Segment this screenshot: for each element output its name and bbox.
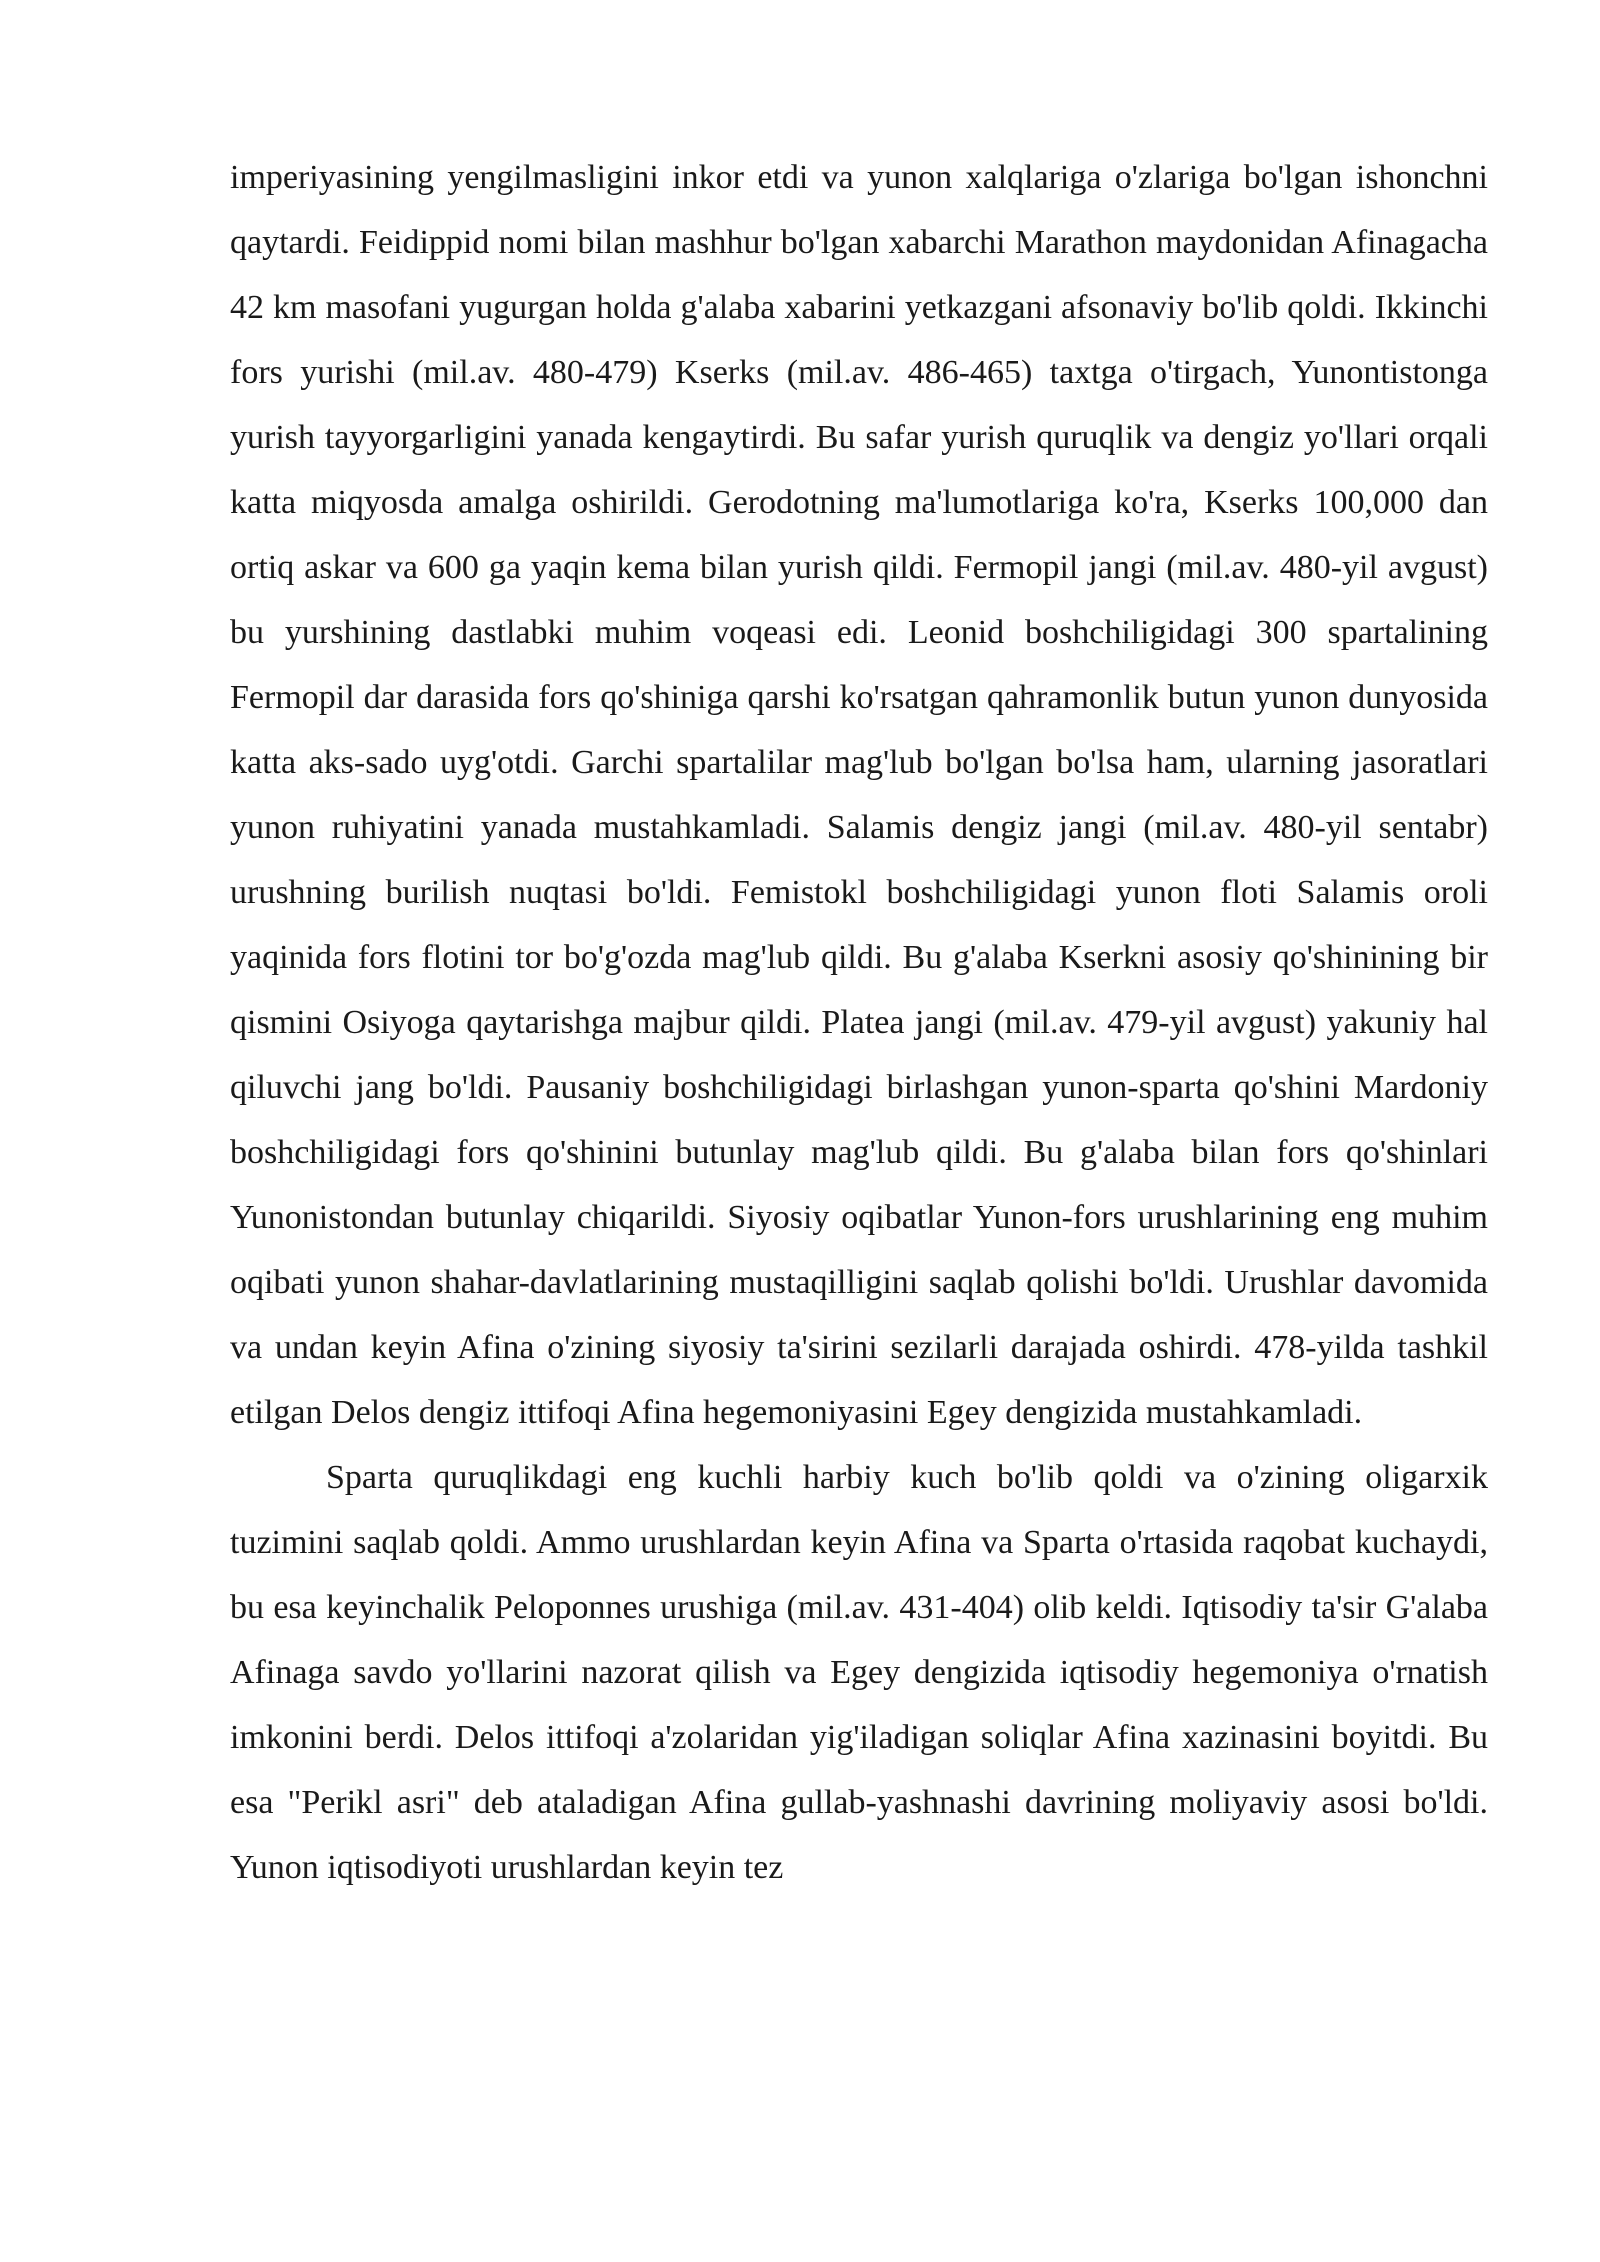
paragraph-continuation: imperiyasining yengilmasligini inkor etdi va yunon xalqlariga o'zlariga bo'lgan ishonchni qaytardi. Feidippid nomi bilan mashhur bo'lgan xabarchi Marathon maydonidan Afinagacha 42 km masofani yugurgan holda g'alaba xabarini yetkazgani afsonaviy bo'lib qoldi. Ikkinchi fors yurishi (mil.av. 480-479) Kserks (mil.av. 486-465) taxtga o'tirgach, Yunontistonga yurish tayyorgarligini yanada kengaytirdi. Bu safar yurish quruqlik va dengiz yo'llari orqali katta miqyosda amalga oshirildi. Gerodotning ma'lumotlariga ko'ra, Kserks 100,000 dan ortiq askar va 600 ga yaqin kema bilan yurish qildi. Fermopil jangi (mil.av. 480-yil avgust) bu yurshining dastlabki muhim voqeasi edi. Leonid boshchiligidagi 300 spartalining Fermopil dar darasida fors qo'shiniga qarshi ko'rsatgan qahramonlik butun yunon dunyosida katta aks-sado uyg'otdi. Garchi spartalilar mag'lub bo'lgan bo'lsa ham, ularning jasoratlari yunon ruhiyatini yanada mustahkamladi. Salamis dengiz jangi (mil.av. 480-yil sentabr) urushning burilish nuqtasi bo'ldi. Femistokl boshchiligidagi yunon floti Salamis oroli yaqinida fors flotini tor bo'g'ozda mag'lub qildi. Bu g'alaba Kserkni asosiy qo'shinining bir qismini Osiyoga qaytarishga majbur qildi. Platea jangi (mil.av. 479-yil avgust) yakuniy hal qiluvchi jang bo'ldi. Pausaniy boshchiligidagi birlashgan yunon-sparta qo'shini Mardoniy boshchiligidagi fors qo'shinini butunlay mag'lub qildi. Bu g'alaba bilan fors qo'shinlari Yunonistondan butunlay chiqarildi. Siyosiy oqibatlar Yunon-fors urushlarining eng muhim oqibati yunon shahar-davlatlarining mustaqilligini saqlab qolishi bo'ldi. Urushlar davomida va undan keyin Afina o'zining siyosiy ta'sirini sezilarli darajada oshirdi. 478-yilda tashkil etilgan Delos dengiz ittifoqi Afina hegemoniyasini Egey dengizida mustahkamladi. xyxy=(230,159,1488,1431)
paragraph-sparta: Sparta quruqlikdagi eng kuchli harbiy kuch bo'lib qoldi va o'zining oligarxik tuzimini saqlab qoldi. Ammo urushlardan keyin Afina va Sparta o'rtasida raqobat kuchaydi, bu esa keyinchalik Peloponnes urushiga (mil.av. 431-404) olib keldi. Iqtisodiy ta'sir G'alaba Afinaga savdo yo'llarini nazorat qilish va Egey dengizida iqtisodiy hegemoniya o'rnatish imkonini berdi. Delos ittifoqi a'zolaridan yig'iladigan soliqlar Afina xazinasini boyitdi. Bu esa "Perikl asri" deb ataladigan Afina gullab-yashnashi davrining moliyaviy asosi bo'ldi. Yunon iqtisodiyoti urushlardan keyin tez xyxy=(230,1459,1488,1886)
body-text xyxy=(230,145,1488,1900)
